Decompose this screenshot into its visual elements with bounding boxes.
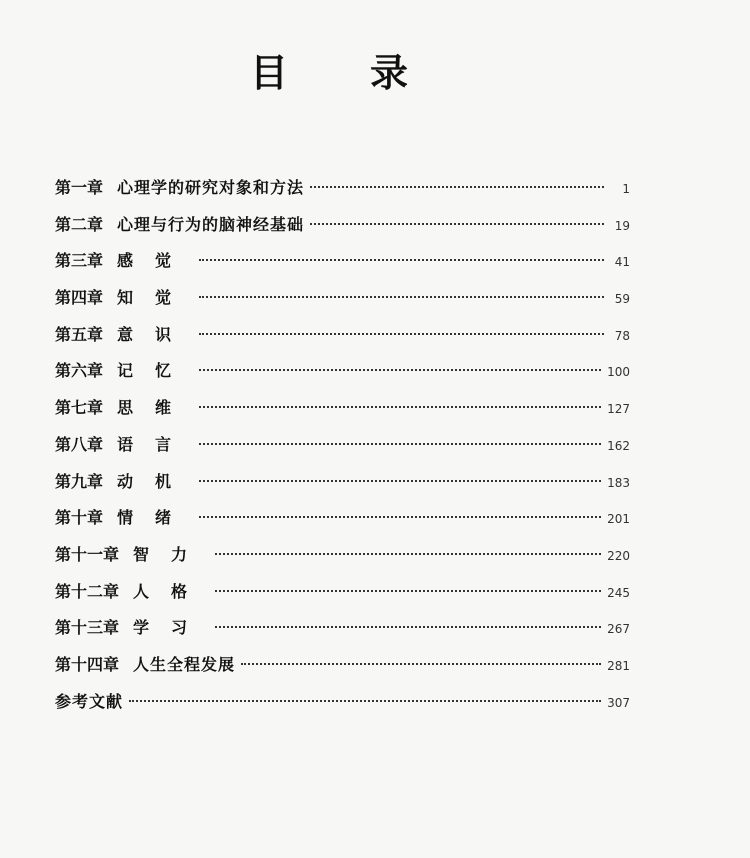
toc-entry[interactable] xyxy=(55,317,630,354)
toc-page-number: 19 xyxy=(614,218,630,233)
toc-entry[interactable] xyxy=(55,207,630,244)
toc-chapter-number: 第三章 xyxy=(55,251,104,271)
toc-chapter-title: 意识 xyxy=(117,324,194,344)
toc-leader-dots xyxy=(199,443,601,445)
toc-chapter-title: 智力 xyxy=(133,544,210,564)
toc-leader-dots xyxy=(199,480,601,482)
toc-entry[interactable] xyxy=(55,464,630,501)
toc-entry[interactable] xyxy=(55,537,630,574)
toc-page-number: 59 xyxy=(614,292,630,307)
toc-page-number: 162 xyxy=(607,438,630,453)
toc-page-number: 281 xyxy=(607,658,630,673)
toc-leader-dots xyxy=(310,186,604,188)
toc-chapter-number: 第二章 xyxy=(55,214,104,234)
toc-page-number: 245 xyxy=(607,585,630,600)
toc-chapter-number: 第十四章 xyxy=(55,654,120,674)
toc-leader-dots xyxy=(199,406,601,408)
toc-entry[interactable] xyxy=(55,647,630,684)
toc-chapter-title: 思维 xyxy=(117,398,194,418)
toc-leader-dots xyxy=(199,516,601,518)
toc-leader-dots xyxy=(199,333,604,335)
toc-leader-dots xyxy=(199,259,604,261)
toc-chapter-number: 第十二章 xyxy=(55,581,120,601)
toc-chapter-title: 记忆 xyxy=(117,361,194,381)
toc-chapter-title: 学习 xyxy=(133,618,210,638)
toc-page-number: 307 xyxy=(607,695,630,710)
toc-leader-dots xyxy=(310,223,604,225)
page-title: 目 录 xyxy=(249,50,430,95)
toc-entry[interactable] xyxy=(55,427,630,464)
toc-chapter-number: 第八章 xyxy=(55,434,104,454)
toc-chapter-number: 第五章 xyxy=(55,324,104,344)
toc-chapter-number: 第十三章 xyxy=(55,618,120,638)
toc-chapter-number: 第四章 xyxy=(55,288,104,308)
toc-entry[interactable] xyxy=(55,390,630,427)
toc-entry[interactable] xyxy=(55,243,630,280)
toc-leader-dots xyxy=(199,296,604,298)
toc-chapter-number: 第一章 xyxy=(55,178,104,197)
toc-entry[interactable] xyxy=(55,170,630,207)
toc-leader-dots xyxy=(241,663,601,665)
toc-entry[interactable] xyxy=(55,574,630,611)
toc-chapter-title: 心理与行为的脑神经基础 xyxy=(117,214,305,234)
toc-leader-dots xyxy=(199,369,601,371)
toc-chapter-title: 知觉 xyxy=(117,288,194,308)
toc-chapter-title: 感觉 xyxy=(117,251,194,271)
toc-chapter-title: 动机 xyxy=(117,471,194,491)
table-of-contents xyxy=(55,170,630,720)
toc-entry[interactable] xyxy=(55,280,630,317)
toc-chapter-number: 第十章 xyxy=(55,508,104,528)
toc-entry[interactable] xyxy=(55,353,630,390)
toc-page-number: 201 xyxy=(607,512,630,527)
toc-page-number: 100 xyxy=(607,365,630,380)
toc-page-number: 220 xyxy=(607,548,630,563)
toc-page-number: 267 xyxy=(607,622,630,637)
toc-page-number: 41 xyxy=(614,255,630,270)
toc-chapter-title: 参考文献 xyxy=(55,691,124,711)
toc-page-number: 78 xyxy=(614,328,630,343)
toc-entry[interactable] xyxy=(55,610,630,647)
toc-leader-dots xyxy=(129,700,601,702)
toc-page-number: 1 xyxy=(622,182,630,196)
toc-chapter-title: 人生全程发展 xyxy=(133,654,236,674)
toc-chapter-number: 第七章 xyxy=(55,398,104,418)
toc-chapter-number: 第六章 xyxy=(55,361,104,381)
toc-leader-dots xyxy=(215,590,601,592)
toc-page-number: 183 xyxy=(607,475,630,490)
toc-chapter-title: 语言 xyxy=(117,434,194,454)
toc-chapter-number: 第十一章 xyxy=(55,544,120,564)
toc-chapter-number: 第九章 xyxy=(55,471,104,491)
toc-page-number: 127 xyxy=(607,402,630,417)
toc-chapter-title: 情绪 xyxy=(117,508,194,528)
toc-entry-references[interactable] xyxy=(55,684,630,721)
toc-chapter-title: 人格 xyxy=(133,581,210,601)
toc-chapter-title: 心理学的研究对象和方法 xyxy=(117,178,305,197)
toc-leader-dots xyxy=(215,553,601,555)
toc-entry[interactable] xyxy=(55,500,630,537)
toc-leader-dots xyxy=(215,626,601,628)
